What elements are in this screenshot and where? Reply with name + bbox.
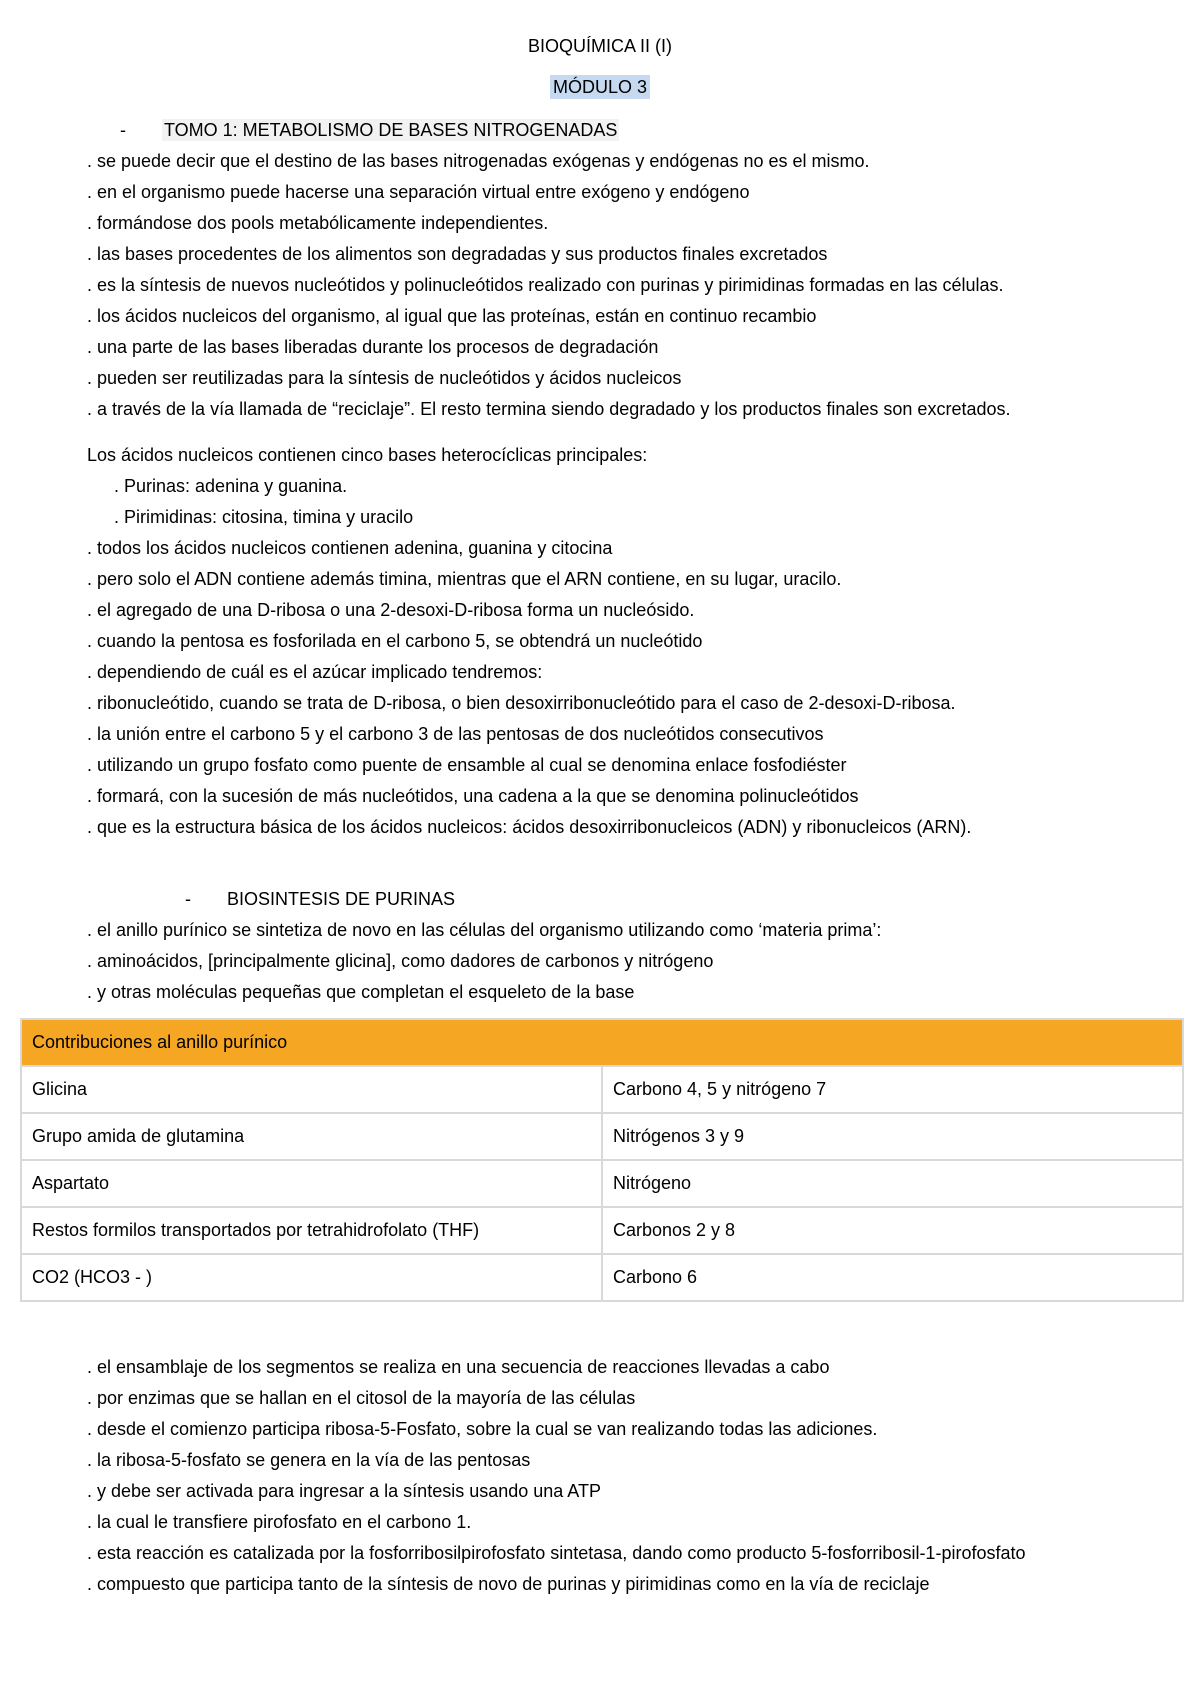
text-line: . la unión entre el carbono 5 y el carbono 3 de las pentosas de dos nucleótidos consecutivos (87, 724, 824, 744)
purine-contributions-table (20, 1018, 1184, 1302)
text-line: . por enzimas que se hallan en el citosol de la mayoría de las células (87, 1388, 636, 1408)
table-cell-contribution: Carbonos 2 y 8 (602, 1207, 1183, 1254)
table-cell-source: Aspartato (21, 1160, 602, 1207)
text-line: . y debe ser activada para ingresar a la síntesis usando una ATP (87, 1481, 601, 1501)
text-line: . pueden ser reutilizadas para la síntesis de nucleótidos y ácidos nucleicos (87, 368, 682, 388)
text-line: . una parte de las bases liberadas durante los procesos de degradación (87, 337, 659, 357)
text-line: . dependiendo de cuál es el azúcar implicado tendremos: (87, 662, 543, 682)
text-line: . pero solo el ADN contiene además timina, mientras que el ARN contiene, en su lugar, uracilo. (87, 569, 842, 589)
assembly-lines (87, 1352, 1026, 1600)
text-line: . el anillo purínico se sintetiza de novo en las células del organismo utilizando como ‘materia prima’: (87, 920, 882, 940)
table-cell-source: Glicina (21, 1066, 602, 1113)
text-line: . la ribosa-5-fosfato se genera en la vía de las pentosas (87, 1450, 531, 1470)
text-line: . esta reacción es catalizada por la fosforribosilpirofosfato sintetasa, dando como producto 5-fosforribosil-1-pirofosfato (87, 1543, 1026, 1563)
text-line: . el agregado de una D-ribosa o una 2-desoxi-D-ribosa forma un nucleósido. (87, 600, 695, 620)
table-cell-contribution: Nitrógenos 3 y 9 (602, 1113, 1183, 1160)
text-line: . ribonucleótido, cuando se trata de D-ribosa, o bien desoxirribonucleótido para el caso de 2-desoxi-D-ribosa. (87, 693, 956, 713)
table-header-row (21, 1019, 1183, 1066)
sub-item-pirimidinas: . Pirimidinas: citosina, timina y uracilo (114, 507, 414, 527)
section-heading-biosintesis (185, 888, 455, 910)
heading-text: TOMO 1: METABOLISMO DE BASES NITROGENADAS (164, 120, 618, 140)
text-line: . compuesto que participa tanto de la síntesis de novo de purinas y pirimidinas como en la vía de reciclaje (87, 1574, 930, 1594)
sub-item-purinas: . Purinas: adenina y guanina. (114, 476, 348, 496)
intro-lines (87, 146, 1010, 425)
text-line: . la cual le transfiere pirofosfato en el carbono 1. (87, 1512, 472, 1532)
module-title-row (0, 76, 1200, 98)
module-title: MÓDULO 3 (550, 75, 650, 99)
course-title: BIOQUÍMICA II (I) (527, 36, 672, 56)
heading-dash: - (120, 120, 126, 140)
table-row (21, 1160, 1183, 1207)
text-line: . desde el comienzo participa ribosa-5-Fosfato, sobre la cual se van realizando todas las adiciones. (87, 1419, 878, 1439)
table-row (21, 1113, 1183, 1160)
text-line: . utilizando un grupo fosfato como puente de ensamble al cual se denomina enlace fosfodiéster (87, 755, 847, 775)
section-heading-tomo1 (120, 119, 619, 141)
text-line: . formándose dos pools metabólicamente independientes. (87, 213, 549, 233)
text-line: . todos los ácidos nucleicos contienen adenina, guanina y citocina (87, 538, 613, 558)
heading-dash: - (185, 889, 191, 909)
text-line: . se puede decir que el destino de las bases nitrogenadas exógenas y endógenas no es el mismo. (87, 151, 870, 171)
text-line: . el ensamblaje de los segmentos se realiza en una secuencia de reacciones llevadas a cabo (87, 1357, 830, 1377)
text-line: . aminoácidos, [principalmente glicina], como dadores de carbonos y nitrógeno (87, 951, 714, 971)
bases-intro: Los ácidos nucleicos contienen cinco bases heterocíclicas principales: (87, 445, 648, 465)
text-line: . cuando la pentosa es fosforilada en el carbono 5, se obtendrá un nucleótido (87, 631, 703, 651)
text-line: . que es la estructura básica de los ácidos nucleicos: ácidos desoxirribonucleicos (ADN) y ribonucleicos (ARN). (87, 817, 972, 837)
table-cell-contribution: Nitrógeno (602, 1160, 1183, 1207)
text-line: . las bases procedentes de los alimentos son degradadas y sus productos finales excretados (87, 244, 828, 264)
table-cell-source: Grupo amida de glutamina (21, 1113, 602, 1160)
text-line: . a través de la vía llamada de “reciclaje”. El resto termina siendo degradado y los productos finales son excretados. (87, 399, 1011, 419)
table-row (21, 1066, 1183, 1113)
heading-text: BIOSINTESIS DE PURINAS (227, 889, 456, 909)
table-cell-contribution: Carbono 4, 5 y nitrógeno 7 (602, 1066, 1183, 1113)
table-row (21, 1254, 1183, 1301)
text-line: . es la síntesis de nuevos nucleótidos y polinucleótidos realizado con purinas y pirimidinas formadas en las células. (87, 275, 1004, 295)
text-line: . y otras moléculas pequeñas que completan el esqueleto de la base (87, 982, 635, 1002)
table-row (21, 1207, 1183, 1254)
text-line: . en el organismo puede hacerse una separación virtual entre exógeno y endógeno (87, 182, 750, 202)
table-cell-source: Restos formilos transportados por tetrahidrofolato (THF) (21, 1207, 602, 1254)
text-line: . los ácidos nucleicos del organismo, al igual que las proteínas, están en continuo recambio (87, 306, 817, 326)
text-line: . formará, con la sucesión de más nucleótidos, una cadena a la que se denomina polinucleótidos (87, 786, 859, 806)
table-header: Contribuciones al anillo purínico (21, 1019, 1183, 1066)
biosynthesis-lines (87, 915, 881, 1008)
table-cell-source: CO2 (HCO3 - ) (21, 1254, 602, 1301)
bases-lines (87, 440, 971, 843)
table-cell-contribution: Carbono 6 (602, 1254, 1183, 1301)
